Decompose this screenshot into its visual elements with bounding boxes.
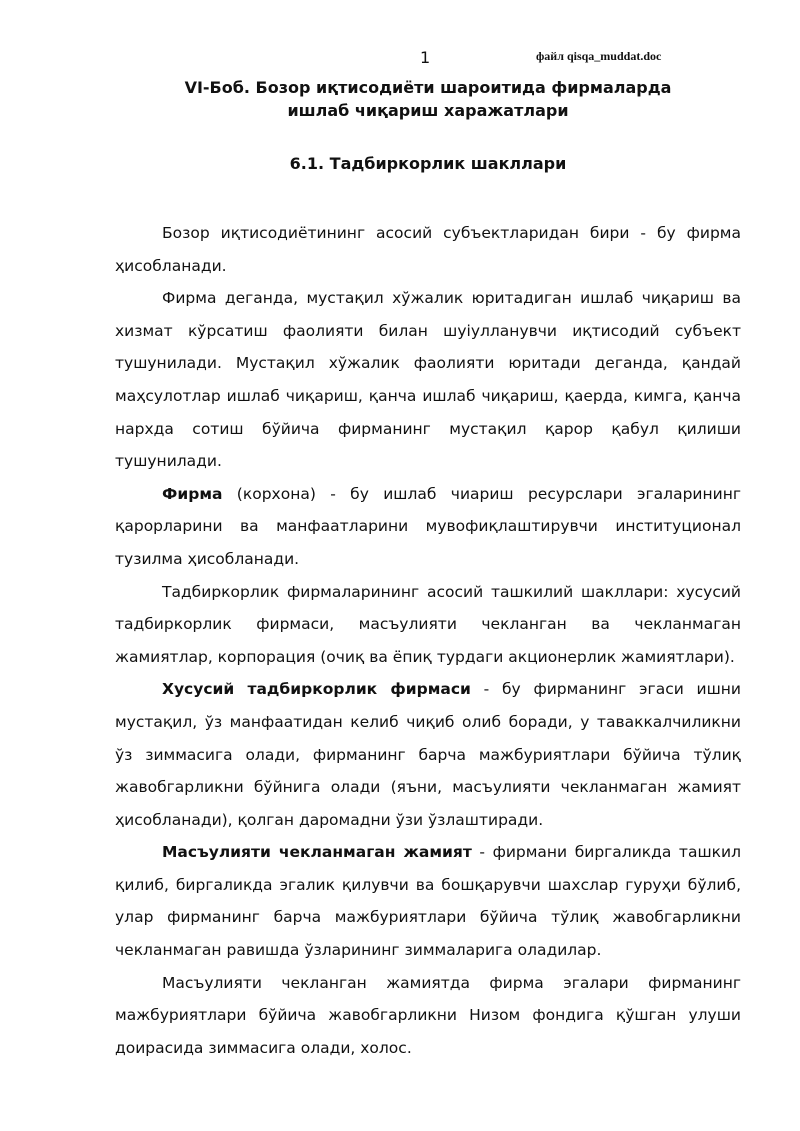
paragraph-firm-definition: Фирма деганда, мустақил хўжалик юритадиган ишлаб чиқариш ва хизмат кўрсатиш фаолияти билан шуіулланувчи иқтисодий субъект тушунилади. Мустақил хўжалик фаолияти юритади деганда, қандай маҳсулотлар ишлаб чиқариш, қанча ишлаб чиқариш, қаерда, кимга, қанча нархда сотиш бўйича фирманинг мустақил қарор қабул қилиши тушунилади. bbox=[115, 289, 741, 471]
paragraph-firm-enterprise bbox=[115, 478, 741, 576]
term-unlimited-liability-company: Масъулияти чекланмаган жамият bbox=[162, 843, 472, 862]
unlimited-liability-definition-text: - фирмани биргаликда ташкил қилиб, биргаликда эгалик қилувчи ва бошқарувчи шахслар гуруҳи бўлиб, улар фирманинг барча мажбуриятлари бўйича тўлиқ жавобгарликни чекланмаган равишда ўзларининг зиммаларига оладилар. bbox=[115, 843, 741, 960]
paragraph-business-forms: Тадбиркорлик фирмаларининг асосий ташкилий шакллари: хусусий тадбиркорлик фирмаси, масъулияти чекланган ва чекланмаган жамиятлар, корпорация (очиқ ва ёпиқ турдаги акционерлик жамиятлари). bbox=[115, 582, 741, 666]
private-firm-definition-text: - бу фирманинг эгаси ишни мустақил, ўз манфаатидан келиб чиқиб олиб боради, у таваккалчиликни ўз зиммасига олади, фирманинг барча мажбуриятлари бўйича тўлиқ жавобгарликни бўйнига олади (яъни, масъулияти чекланмаган жамият ҳисобланади), қолган даромадни ўзи ўзлаштиради. bbox=[115, 680, 741, 829]
paragraph-limited-liability: Масъулияти чекланган жамиятда фирма эгалари фирманинг мажбуриятлари бўйича жавобгарликни Низом фондига қўшган улуши доирасида зиммасига олади, холос. bbox=[115, 973, 741, 1057]
chapter-title-line-1: VI-Боб. Бозор иқтисодиёти шароитида фирмаларда bbox=[184, 78, 672, 97]
firm-definition-text: (корхона) - бу ишлаб чиариш ресурслари эгаларининг қарорларини ва манфаатларини мувофиқлаштирувчи институционал тузилма ҳисобланади. bbox=[115, 484, 741, 568]
file-name-header: файл qisqa_muddat.doc bbox=[536, 49, 662, 63]
chapter-title-line-2: ишлаб чиқариш харажатлари bbox=[287, 101, 569, 120]
paragraph-unlimited-liability bbox=[115, 836, 741, 966]
term-firm: Фирма bbox=[162, 484, 223, 503]
paragraph-private-firm bbox=[115, 673, 741, 836]
page-number: 1 bbox=[420, 48, 431, 67]
document-body bbox=[115, 217, 741, 1064]
chapter-title bbox=[120, 76, 736, 122]
term-private-firm: Хусусий тадбиркорлик фирмаси bbox=[162, 680, 471, 699]
section-title: 6.1. Тадбиркорлик шакллари bbox=[289, 154, 567, 173]
paragraph-market-economy: Бозор иқтисодиётининг асосий субъектларидан бири - бу фирма ҳисобланади. bbox=[115, 224, 741, 275]
